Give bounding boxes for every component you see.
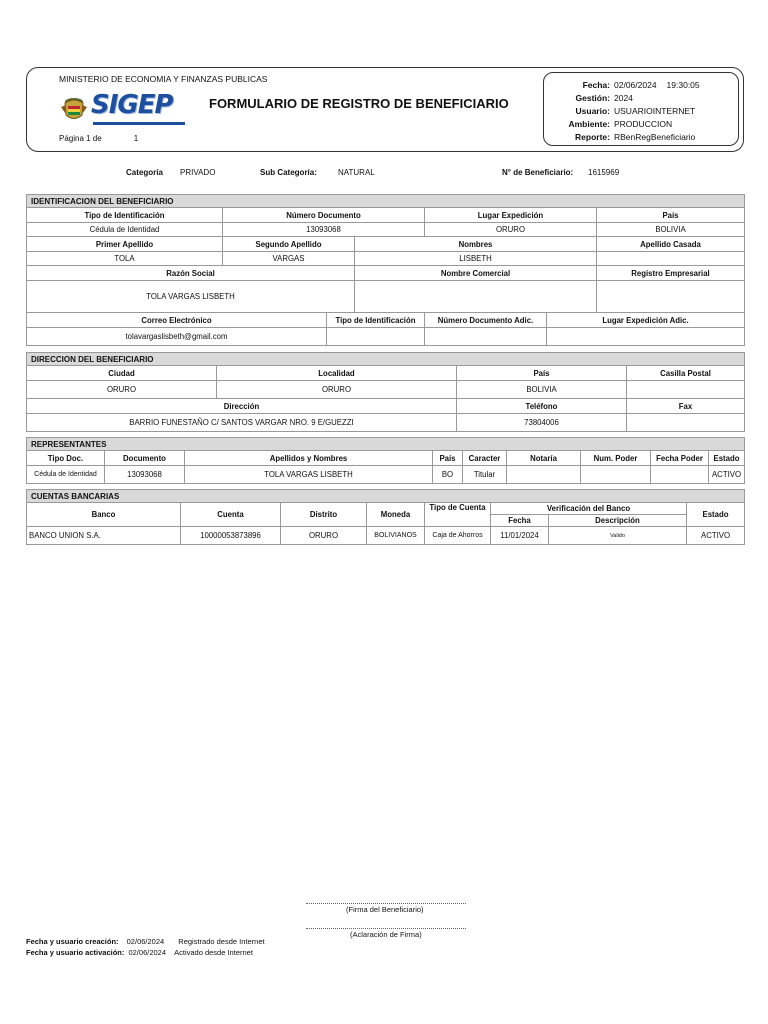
rep-estado: ACTIVO	[709, 466, 745, 484]
header-casilla-postal: Casilla Postal	[627, 366, 745, 381]
meta-gestion-value: 2024	[614, 93, 633, 103]
meta-gestion-label: Gestión:	[575, 93, 610, 103]
header-pais-direccion: País	[457, 366, 627, 381]
fax	[627, 414, 745, 432]
header-lugar-expedicion: Lugar Expedición	[425, 208, 597, 223]
header-notaria: Notaría	[507, 451, 581, 466]
telefono: 73804006	[457, 414, 627, 432]
meta-ambiente-value: PRODUCCION	[614, 119, 673, 129]
report-meta-box	[543, 72, 739, 146]
razon-social: TOLA VARGAS LISBETH	[27, 281, 355, 313]
header-tipo-doc: Tipo Doc.	[27, 451, 105, 466]
sigep-logo	[59, 90, 189, 128]
rep-pais: BO	[433, 466, 463, 484]
header-banco: Banco	[27, 503, 181, 527]
page-total: 1	[133, 134, 139, 143]
meta-fecha	[544, 80, 740, 93]
header-nombres: Nombres	[355, 237, 597, 252]
page-label: Página 1 de	[59, 134, 102, 143]
meta-fecha-value: 02/06/2024	[614, 80, 657, 90]
direccion: BARRIO FUNESTAÑO C/ SANTOS VARGAR NRO. 9 E/GUEZZI	[27, 414, 457, 432]
meta-ambiente	[544, 119, 740, 132]
section-cuentas: CUENTAS BANCARIAS	[27, 490, 745, 503]
categoria-label: Categoría	[126, 168, 163, 177]
ciudad: ORURO	[27, 381, 217, 399]
header-correo: Correo Electrónico	[27, 313, 327, 328]
firma-line	[306, 903, 466, 904]
meta-reporte	[544, 132, 740, 145]
section-identificacion: IDENTIFICACION DEL BENEFICIARIO	[27, 195, 745, 208]
activacion-user: Activado desde Internet	[174, 948, 253, 957]
aclaracion-line	[306, 928, 466, 929]
header-distrito: Distrito	[281, 503, 367, 527]
header-documento: Documento	[105, 451, 185, 466]
meta-hora-value: 19:30:05	[666, 80, 700, 90]
report-header	[26, 67, 744, 152]
header-fax: Fax	[627, 399, 745, 414]
header-primer-apellido: Primer Apellido	[27, 237, 223, 252]
header-fecha-poder: Fecha Poder	[651, 451, 709, 466]
subcategoria-value: NATURAL	[338, 168, 375, 177]
direccion-table	[26, 352, 745, 432]
footer-creacion	[26, 937, 265, 946]
creacion-user: Registrado desde Internet	[178, 937, 265, 946]
tipo-identificacion: Cédula de Identidad	[27, 223, 223, 237]
meta-fecha-label: Fecha:	[582, 80, 610, 90]
nombres: LISBETH	[355, 252, 597, 266]
activacion-date: 02/06/2024	[128, 948, 167, 957]
header-direccion: Dirección	[27, 399, 457, 414]
firma-beneficiario: (Firma del Beneficiario)	[346, 905, 424, 914]
category-line	[0, 168, 768, 180]
section-direccion: DIRECCION DEL BENEFICIARIO	[27, 353, 745, 366]
rep-notaria	[507, 466, 581, 484]
rep-apellidos-nombres: TOLA VARGAS LISBETH	[185, 466, 433, 484]
header-moneda: Moneda	[367, 503, 425, 527]
logo-text: SIGEP	[91, 90, 173, 120]
header-ciudad: Ciudad	[27, 366, 217, 381]
header-registro-empresarial: Registro Empresarial	[597, 266, 745, 281]
header-numero-documento-adic: Número Documento Adic.	[425, 313, 547, 328]
meta-reporte-label: Reporte:	[575, 132, 610, 142]
cuenta-banco: BANCO UNION S.A.	[27, 527, 181, 545]
page-number	[59, 134, 138, 143]
creacion-label: Fecha y usuario creación:	[26, 937, 119, 946]
header-verificacion: Verificación del Banco	[491, 503, 687, 515]
header-pais-rep: País	[433, 451, 463, 466]
lugar-expedicion: ORURO	[425, 223, 597, 237]
segundo-apellido: VARGAS	[223, 252, 355, 266]
section-representantes: REPRESENTANTES	[27, 438, 745, 451]
header-cuenta: Cuenta	[181, 503, 281, 527]
header-descripcion: Descripción	[549, 515, 687, 527]
activacion-label: Fecha y usuario activación:	[26, 948, 125, 957]
form-title: FORMULARIO DE REGISTRO DE BENEFICIARIO	[209, 96, 509, 111]
pais: BOLIVIA	[597, 223, 745, 237]
header-tipo-identificacion: Tipo de Identificación	[27, 208, 223, 223]
rep-caracter: Titular	[463, 466, 507, 484]
header-tipo-cuenta: Tipo de Cuenta	[425, 503, 491, 527]
primer-apellido: TOLA	[27, 252, 223, 266]
header-pais: País	[597, 208, 745, 223]
registro-empresarial	[597, 281, 745, 313]
pais-direccion: BOLIVIA	[457, 381, 627, 399]
rep-num-poder	[581, 466, 651, 484]
header-numero-documento: Número Documento	[223, 208, 425, 223]
cuenta-numero: 10000053873896	[181, 527, 281, 545]
header-telefono: Teléfono	[457, 399, 627, 414]
nombre-comercial	[355, 281, 597, 313]
header-estado-rep: Estado	[709, 451, 745, 466]
header-estado-cuenta: Estado	[687, 503, 745, 527]
tipo-identificacion-adic	[327, 328, 425, 346]
header-fecha-verif: Fecha	[491, 515, 549, 527]
logo-stripe	[93, 122, 185, 125]
cuentas-table	[26, 489, 745, 545]
ministry-name: MINISTERIO DE ECONOMIA Y FINANZAS PUBLICAS	[59, 74, 268, 84]
meta-usuario	[544, 106, 740, 119]
header-segundo-apellido: Segundo Apellido	[223, 237, 355, 252]
table-row	[27, 527, 745, 545]
meta-usuario-value: USUARIOINTERNET	[614, 106, 696, 116]
identificacion-table	[26, 194, 745, 346]
cuenta-descripcion: Valido	[549, 527, 687, 545]
header-razon-social: Razón Social	[27, 266, 355, 281]
creacion-date: 02/06/2024	[126, 937, 165, 946]
header-tipo-identificacion-adic: Tipo de Identificación	[327, 313, 425, 328]
categoria-value: PRIVADO	[180, 168, 216, 177]
cuenta-fecha-verif: 11/01/2024	[491, 527, 549, 545]
meta-gestion	[544, 93, 740, 106]
subcategoria-label: Sub Categoría:	[260, 168, 317, 177]
coat-of-arms-icon	[59, 93, 89, 123]
rep-tipo-doc: Cédula de Identidad	[27, 466, 105, 484]
header-num-poder: Num. Poder	[581, 451, 651, 466]
header-apellido-casada: Apellido Casada	[597, 237, 745, 252]
header-localidad: Localidad	[217, 366, 457, 381]
header-lugar-expedicion-adic: Lugar Expedición Adic.	[547, 313, 745, 328]
meta-ambiente-label: Ambiente:	[568, 119, 610, 129]
numero-documento: 13093068	[223, 223, 425, 237]
header-apellidos-nombres: Apellidos y Nombres	[185, 451, 433, 466]
lugar-expedicion-adic	[547, 328, 745, 346]
cuenta-distrito: ORURO	[281, 527, 367, 545]
header-caracter: Caracter	[463, 451, 507, 466]
cuenta-moneda: BOLIVIANOS	[367, 527, 425, 545]
beneficiario-label: N° de Beneficiario:	[502, 168, 574, 177]
header-nombre-comercial: Nombre Comercial	[355, 266, 597, 281]
numero-documento-adic	[425, 328, 547, 346]
table-row	[27, 466, 745, 484]
meta-usuario-label: Usuario:	[575, 106, 610, 116]
casilla-postal	[627, 381, 745, 399]
apellido-casada	[597, 252, 745, 266]
correo-electronico: tolavargaslisbeth@gmail.com	[27, 328, 327, 346]
meta-reporte-value: RBenRegBeneficiario	[614, 132, 696, 142]
cuenta-estado: ACTIVO	[687, 527, 745, 545]
beneficiario-value: 1615969	[588, 168, 620, 177]
representantes-header-row	[27, 451, 745, 466]
representantes-table	[26, 437, 745, 484]
aclaracion-firma: (Aclaración de Firma)	[350, 930, 422, 939]
localidad: ORURO	[217, 381, 457, 399]
footer-activacion	[26, 948, 253, 957]
rep-documento: 13093068	[105, 466, 185, 484]
cuenta-tipo: Caja de Ahorros	[425, 527, 491, 545]
rep-fecha-poder	[651, 466, 709, 484]
